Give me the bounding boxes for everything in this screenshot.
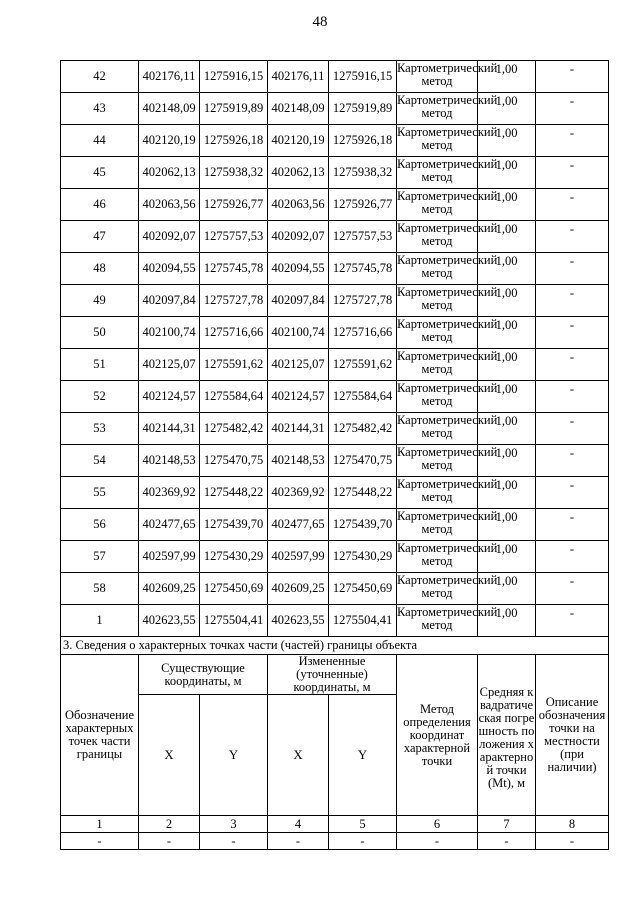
- coord-x-changed: 402092,07: [268, 221, 329, 253]
- description: -: [536, 125, 609, 157]
- table-row: [61, 541, 609, 573]
- coord-x-existing: 402144,31: [139, 413, 200, 445]
- empty-cell: -: [200, 833, 268, 850]
- method: Картометрический метод: [397, 125, 478, 157]
- coord-x-existing: 402148,09: [139, 93, 200, 125]
- coord-x-existing: 402092,07: [139, 221, 200, 253]
- page-number: 48: [312, 14, 328, 30]
- point-number: 51: [61, 349, 139, 381]
- coord-y-changed: 1275757,53: [329, 221, 397, 253]
- header-mt: Средняя квадратическая погрешность положения характерной точки (Mt), м: [478, 655, 536, 816]
- point-number: 58: [61, 573, 139, 605]
- coord-x-changed: 402094,55: [268, 253, 329, 285]
- table-row: [61, 605, 609, 637]
- section-3-title: 3. Сведения о характерных точках части (частей) границы объекта: [61, 637, 609, 655]
- header-point: Обозначение характерных точек части границы: [61, 655, 139, 816]
- coord-y-existing: 1275745,78: [200, 253, 268, 285]
- header-existing-coords: Существующие координаты, м: [139, 655, 268, 695]
- coord-x-existing: 402124,57: [139, 381, 200, 413]
- description: -: [536, 573, 609, 605]
- coord-x-existing: 402125,07: [139, 349, 200, 381]
- mt-value: 1,00: [478, 349, 536, 381]
- empty-cell: -: [268, 833, 329, 850]
- point-number: 49: [61, 285, 139, 317]
- table-row: [61, 317, 609, 349]
- coord-x-existing: 402063,56: [139, 189, 200, 221]
- coord-x-changed: 402124,57: [268, 381, 329, 413]
- col-number: 4: [268, 816, 329, 833]
- coord-x-changed: 402062,13: [268, 157, 329, 189]
- description: -: [536, 381, 609, 413]
- table-row: [61, 349, 609, 381]
- header-y-changed: Y: [329, 695, 397, 816]
- description: -: [536, 253, 609, 285]
- coord-x-existing: 402062,13: [139, 157, 200, 189]
- method: Картометрический метод: [397, 157, 478, 189]
- coord-y-existing: 1275504,41: [200, 605, 268, 637]
- mt-value: 1,00: [478, 157, 536, 189]
- coord-x-changed: 402148,53: [268, 445, 329, 477]
- empty-cell: -: [61, 833, 139, 850]
- coord-y-changed: 1275482,42: [329, 413, 397, 445]
- coord-y-existing: 1275919,89: [200, 93, 268, 125]
- header-description: Описание обозначения точки на местности (при наличии): [536, 655, 609, 816]
- col-number: 6: [397, 816, 478, 833]
- empty-cell: -: [536, 833, 609, 850]
- coord-y-changed: 1275430,29: [329, 541, 397, 573]
- empty-cell: -: [139, 833, 200, 850]
- header-x-changed: X: [268, 695, 329, 816]
- method: Картометрический метод: [397, 445, 478, 477]
- coord-x-changed: 402609,25: [268, 573, 329, 605]
- table-row: [61, 413, 609, 445]
- coord-x-existing: 402477,65: [139, 509, 200, 541]
- coord-y-existing: 1275584,64: [200, 381, 268, 413]
- coord-y-existing: 1275916,15: [200, 61, 268, 93]
- coord-y-changed: 1275938,32: [329, 157, 397, 189]
- mt-value: 1,00: [478, 509, 536, 541]
- mt-value: 1,00: [478, 477, 536, 509]
- mt-value: 1,00: [478, 125, 536, 157]
- table-row: [61, 93, 609, 125]
- header-method: Метод определения координат характерной точки: [397, 655, 478, 816]
- description: -: [536, 445, 609, 477]
- point-number: 52: [61, 381, 139, 413]
- coord-x-existing: 402097,84: [139, 285, 200, 317]
- col-number: 3: [200, 816, 268, 833]
- coord-x-existing: 402100,74: [139, 317, 200, 349]
- table-row: [61, 221, 609, 253]
- coord-y-changed: 1275591,62: [329, 349, 397, 381]
- empty-cell: -: [329, 833, 397, 850]
- empty-cell: -: [397, 833, 478, 850]
- coord-x-existing: 402176,11: [139, 61, 200, 93]
- coord-x-existing: 402148,53: [139, 445, 200, 477]
- coord-y-changed: 1275916,15: [329, 61, 397, 93]
- table-row: [61, 189, 609, 221]
- coord-y-changed: 1275716,66: [329, 317, 397, 349]
- coord-x-existing: 402597,99: [139, 541, 200, 573]
- table-row: [61, 285, 609, 317]
- coord-y-existing: 1275757,53: [200, 221, 268, 253]
- description: -: [536, 317, 609, 349]
- point-number: 53: [61, 413, 139, 445]
- mt-value: 1,00: [478, 93, 536, 125]
- coord-y-changed: 1275584,64: [329, 381, 397, 413]
- mt-value: 1,00: [478, 445, 536, 477]
- coord-y-changed: 1275448,22: [329, 477, 397, 509]
- col-number: 7: [478, 816, 536, 833]
- coord-y-existing: 1275448,22: [200, 477, 268, 509]
- mt-value: 1,00: [478, 573, 536, 605]
- coord-y-existing: 1275926,77: [200, 189, 268, 221]
- table-row: [61, 445, 609, 477]
- coord-x-existing: 402120,19: [139, 125, 200, 157]
- description: -: [536, 413, 609, 445]
- description: -: [536, 157, 609, 189]
- method: Картометрический метод: [397, 93, 478, 125]
- mt-value: 1,00: [478, 605, 536, 637]
- description: -: [536, 285, 609, 317]
- point-number: 56: [61, 509, 139, 541]
- method: Картометрический метод: [397, 189, 478, 221]
- coord-y-existing: 1275439,70: [200, 509, 268, 541]
- header-y-existing: Y: [200, 695, 268, 816]
- description: -: [536, 605, 609, 637]
- empty-cell: -: [478, 833, 536, 850]
- col-number: 5: [329, 816, 397, 833]
- coord-x-changed: 402369,92: [268, 477, 329, 509]
- coord-y-existing: 1275430,29: [200, 541, 268, 573]
- col-number: 2: [139, 816, 200, 833]
- coord-x-existing: 402369,92: [139, 477, 200, 509]
- mt-value: 1,00: [478, 381, 536, 413]
- header-x-existing: X: [139, 695, 200, 816]
- coord-y-changed: 1275926,18: [329, 125, 397, 157]
- col-number: 8: [536, 816, 609, 833]
- point-number: 43: [61, 93, 139, 125]
- coord-y-changed: 1275926,77: [329, 189, 397, 221]
- point-number: 45: [61, 157, 139, 189]
- coord-x-changed: 402176,11: [268, 61, 329, 93]
- coord-y-existing: 1275591,62: [200, 349, 268, 381]
- method: Картометрический метод: [397, 413, 478, 445]
- coord-y-existing: 1275926,18: [200, 125, 268, 157]
- coord-y-changed: 1275745,78: [329, 253, 397, 285]
- mt-value: 1,00: [478, 317, 536, 349]
- coord-x-changed: 402097,84: [268, 285, 329, 317]
- coord-y-changed: 1275504,41: [329, 605, 397, 637]
- coord-x-changed: 402148,09: [268, 93, 329, 125]
- method: Картометрический метод: [397, 381, 478, 413]
- table-row: [61, 477, 609, 509]
- table-row: [61, 509, 609, 541]
- coord-x-existing: 402094,55: [139, 253, 200, 285]
- coord-y-existing: 1275482,42: [200, 413, 268, 445]
- table-row: [61, 573, 609, 605]
- coord-y-changed: 1275727,78: [329, 285, 397, 317]
- method: Картометрический метод: [397, 477, 478, 509]
- coord-x-existing: 402609,25: [139, 573, 200, 605]
- mt-value: 1,00: [478, 285, 536, 317]
- method: Картометрический метод: [397, 605, 478, 637]
- section-3: [61, 637, 609, 850]
- table-row: [61, 253, 609, 285]
- table-row: [61, 61, 609, 93]
- point-number: 48: [61, 253, 139, 285]
- point-number: 1: [61, 605, 139, 637]
- description: -: [536, 61, 609, 93]
- point-number: 42: [61, 61, 139, 93]
- point-number: 54: [61, 445, 139, 477]
- method: Картометрический метод: [397, 285, 478, 317]
- table-row: [61, 381, 609, 413]
- method: Картометрический метод: [397, 509, 478, 541]
- mt-value: 1,00: [478, 413, 536, 445]
- point-number: 44: [61, 125, 139, 157]
- header-changed-coords: Измененные (уточненные) координаты, м: [268, 655, 397, 695]
- description: -: [536, 189, 609, 221]
- table-body: [61, 61, 609, 637]
- description: -: [536, 509, 609, 541]
- coord-y-existing: 1275727,78: [200, 285, 268, 317]
- point-number: 57: [61, 541, 139, 573]
- coord-x-changed: 402623,55: [268, 605, 329, 637]
- coord-x-changed: 402597,99: [268, 541, 329, 573]
- table-row: [61, 157, 609, 189]
- coord-y-changed: 1275439,70: [329, 509, 397, 541]
- description: -: [536, 93, 609, 125]
- table-row: [61, 125, 609, 157]
- coord-x-changed: 402125,07: [268, 349, 329, 381]
- method: Картометрический метод: [397, 221, 478, 253]
- coord-y-changed: 1275450,69: [329, 573, 397, 605]
- method: Картометрический метод: [397, 317, 478, 349]
- mt-value: 1,00: [478, 253, 536, 285]
- mt-value: 1,00: [478, 189, 536, 221]
- coord-x-changed: 402100,74: [268, 317, 329, 349]
- description: -: [536, 349, 609, 381]
- coord-y-existing: 1275716,66: [200, 317, 268, 349]
- coord-x-changed: 402477,65: [268, 509, 329, 541]
- coord-y-existing: 1275450,69: [200, 573, 268, 605]
- method: Картометрический метод: [397, 349, 478, 381]
- method: Картометрический метод: [397, 573, 478, 605]
- mt-value: 1,00: [478, 541, 536, 573]
- coord-y-changed: 1275470,75: [329, 445, 397, 477]
- col-number: 1: [61, 816, 139, 833]
- coord-y-existing: 1275938,32: [200, 157, 268, 189]
- coord-x-changed: 402063,56: [268, 189, 329, 221]
- point-number: 47: [61, 221, 139, 253]
- description: -: [536, 541, 609, 573]
- point-number: 55: [61, 477, 139, 509]
- description: -: [536, 477, 609, 509]
- method: Картометрический метод: [397, 253, 478, 285]
- coord-x-existing: 402623,55: [139, 605, 200, 637]
- coordinates-table: [60, 60, 609, 850]
- description: -: [536, 221, 609, 253]
- mt-value: 1,00: [478, 221, 536, 253]
- point-number: 50: [61, 317, 139, 349]
- coord-x-changed: 402120,19: [268, 125, 329, 157]
- coord-y-changed: 1275919,89: [329, 93, 397, 125]
- coord-x-changed: 402144,31: [268, 413, 329, 445]
- method: Картометрический метод: [397, 541, 478, 573]
- point-number: 46: [61, 189, 139, 221]
- method: Картометрический метод: [397, 61, 478, 93]
- coord-y-existing: 1275470,75: [200, 445, 268, 477]
- mt-value: 1,00: [478, 61, 536, 93]
